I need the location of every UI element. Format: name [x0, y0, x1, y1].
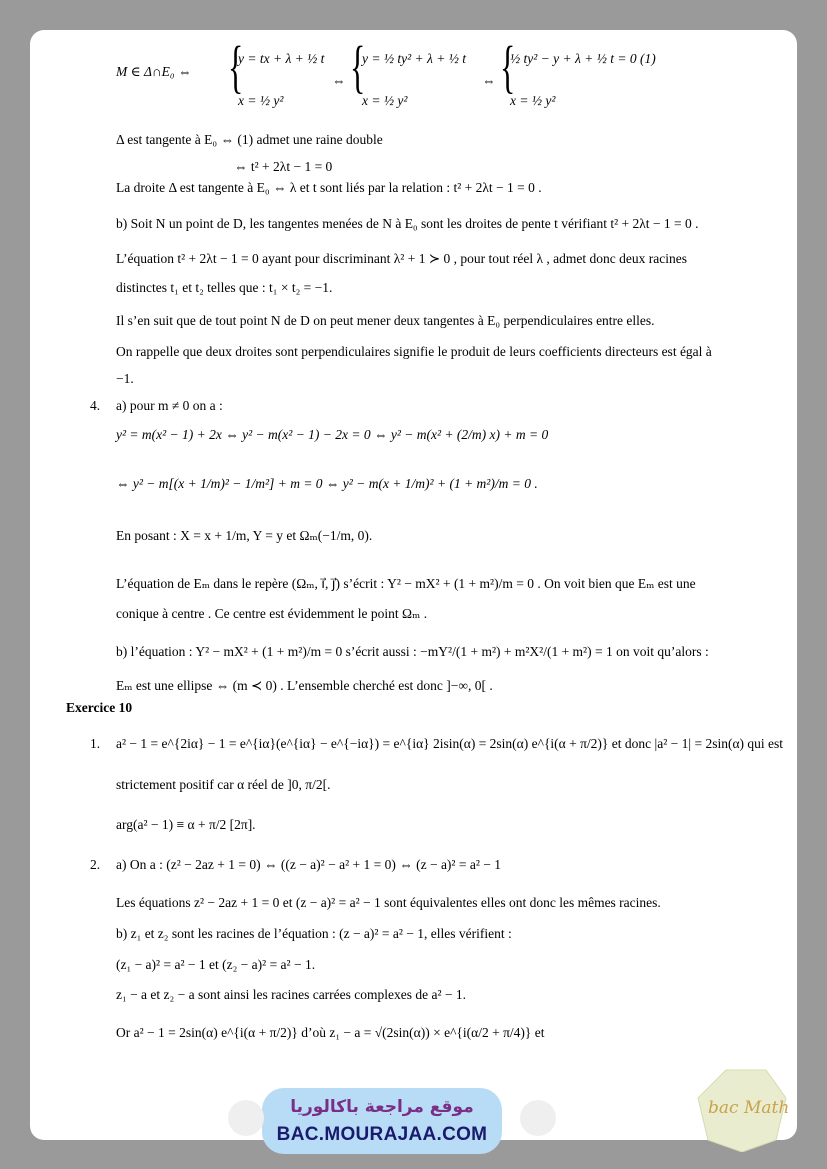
system-2-eq-1: y = ½ ty² + λ + ½ t: [362, 51, 466, 66]
footer-logo-left-icon: [228, 1100, 264, 1136]
text-line: b) Soit N un point de D, les tangentes menées de N à E₀ sont les droites de pente t vérifiant t² + 2λt − 1 = 0 .: [116, 216, 699, 231]
system-3-eq-1: ½ ty² − y + λ + ½ t = 0 (1): [510, 51, 656, 66]
equivalence-2: ⇔: [482, 73, 496, 88]
system-1-eq-2: x = ½ y²: [238, 93, 284, 108]
equivalence-1: ⇔: [332, 73, 346, 88]
text-line: ⇔ t² + 2λt − 1 = 0: [234, 159, 333, 174]
text-line: conique à centre . Ce centre est évidemment le point Ωₘ .: [116, 606, 428, 621]
item-number: 4.: [90, 398, 101, 413]
text-line: a) pour m ≠ 0 on a :: [116, 398, 223, 413]
text-line: b) z₁ et z₂ sont les racines de l’équation : (z − a)² = a² − 1, elles vérifient :: [116, 926, 512, 941]
text-line: z₁ − a et z₂ − a sont ainsi les racines carrées complexes de a² − 1.: [116, 987, 467, 1002]
item-number: 2.: [90, 857, 101, 872]
brace-2: {: [350, 34, 366, 99]
text-line: On rappelle que deux droites sont perpendiculaires signifie le produit de leurs coefficients directeurs est égal à: [116, 344, 712, 359]
item-number: 1.: [90, 736, 101, 751]
system-2-eq-2: x = ½ y²: [362, 93, 408, 108]
equation-line: y² = m(x² − 1) + 2x ⇔ y² − m(x² − 1) − 2x = 0 ⇔ y² − m(x² + (2/m) x) + m = 0: [116, 427, 549, 442]
text-line: Il s’en suit que de tout point N de D on peut mener deux tangentes à E₀ perpendiculaires entre elles.: [116, 313, 655, 328]
equation-line: (z₁ − a)² = a² − 1 et (z₂ − a)² = a² − 1.: [116, 957, 316, 972]
bacmath-logo-text: bac Math: [708, 1098, 790, 1118]
footer-arabic-title: موقع مراجعة باكالوريا: [290, 1097, 474, 1117]
text-line: strictement positif car α réel de ]0, π/2[.: [116, 777, 331, 792]
text-line: b) l’équation : Y² − mX² + (1 + m²)/m = 0 s’écrit aussi : −mY²/(1 + m²) + m²X²/(1 + m²) = 1 on voit qu’alors :: [116, 644, 709, 659]
document-page: [30, 30, 797, 1140]
brace-3: {: [500, 34, 516, 99]
text-line: Les équations z² − 2az + 1 = 0 et (z − a)² = a² − 1 sont équivalentes elles ont donc les mêmes racines.: [116, 895, 661, 910]
equation-line: Or a² − 1 = 2sin(α) e^{i(α + π/2)} d’où z₁ − a = √(2sin(α)) × e^{i(α/2 + π/4)} et: [116, 1025, 545, 1040]
equation-line: a² − 1 = e^{2iα} − 1 = e^{iα}(e^{iα} − e^{−iα}) = e^{iα} 2isin(α) = 2sin(α) e^{i(α + π/2)} et donc |a² − 1| = 2sin(α) qui est: [116, 736, 784, 751]
exercise-heading: Exercice 10: [66, 700, 133, 715]
text-line: L’équation t² + 2λt − 1 = 0 ayant pour discriminant λ² + 1 ≻ 0 , pour tout réel λ , admet donc deux racines: [116, 251, 688, 266]
footer-url-link[interactable]: BAC.MOURAJAA.COM: [276, 1124, 488, 1145]
text-line: La droite Δ est tangente à E₀ ⇔ λ et t sont liés par la relation : t² + 2λt − 1 = 0 .: [116, 180, 542, 195]
text-line: Eₘ est une ellipse ⇔ (m ≺ 0) . L’ensemble cherché est donc ]−∞, 0[ .: [116, 678, 493, 693]
system-1-eq-1: y = tx + λ + ½ t: [238, 51, 325, 66]
footer-logo-right-icon: [520, 1100, 556, 1136]
system-lhs: M ∈ Δ∩E₀ ⇔: [116, 64, 192, 79]
text-line: Δ est tangente à E₀ ⇔ (1) admet une raine double: [116, 132, 383, 147]
system-3-eq-2: x = ½ y²: [510, 93, 556, 108]
brace-1: {: [228, 34, 244, 99]
text-line: −1.: [116, 371, 134, 386]
text-line: L’équation de Eₘ dans le repère (Ωₘ, i⃗, j⃗) s’écrit : Y² − mX² + (1 + m²)/m = 0 . On voit bien que Eₘ est une: [116, 576, 696, 591]
text-line: distinctes t₁ et t₂ telles que : t₁ × t₂ = −1.: [116, 280, 333, 295]
text-line: En posant : X = x + 1/m, Y = y et Ωₘ(−1/m, 0).: [116, 528, 373, 543]
equation-line: arg(a² − 1) ≡ α + π/2 [2π].: [116, 817, 256, 832]
text-line: a) On a : (z² − 2az + 1 = 0) ⇔ ((z − a)² − a² + 1 = 0) ⇔ (z − a)² = a² − 1: [116, 857, 501, 872]
equation-line: ⇔ y² − m[(x + 1/m)² − 1/m²] + m = 0 ⇔ y² − m(x + 1/m)² + (1 + m²)/m = 0 .: [116, 476, 538, 491]
